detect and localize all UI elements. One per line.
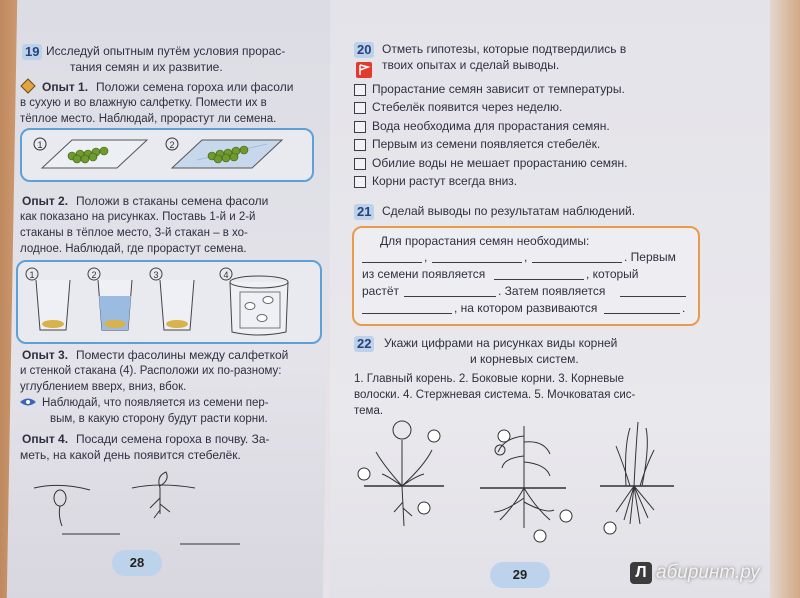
- hypothesis-checkbox-6[interactable]: [354, 176, 366, 188]
- blank-6[interactable]: [620, 296, 686, 297]
- exp1-line1: Положи семена гороха или фасоли: [96, 80, 294, 94]
- glasses-illustration: [18, 262, 320, 342]
- exp2-title: Опыт 2.: [22, 194, 69, 208]
- diamond-icon: [20, 78, 36, 94]
- labirint-logo: Л: [630, 562, 652, 584]
- exp1-title: Опыт 1.: [42, 80, 89, 94]
- task22-options-1: 1. Главный корень. 2. Боковые корни. 3. Корневые: [354, 373, 625, 385]
- conclusion-line4a: растёт: [362, 284, 400, 298]
- task22-line1: Укажи цифрами на рисунках виды корней: [384, 336, 618, 350]
- exp1-line3: тёплое место. Наблюдай, прорастут ли семена.: [20, 113, 277, 125]
- hypothesis-4: Первым из семени появляется стебелёк.: [372, 137, 601, 151]
- page-number-28: 28: [112, 550, 162, 576]
- conclusion-line1: Для прорастания семян необходимы:: [380, 234, 590, 248]
- exp1-label-2: 2: [169, 140, 175, 150]
- conclusion-comma-2: ,: [524, 250, 528, 264]
- blank-2[interactable]: [432, 262, 522, 263]
- dandelion-plant: [358, 421, 444, 526]
- glass-label-4: 4: [223, 270, 229, 280]
- exp3-line2: и стенкой стакана (4). Расположи их по-разному:: [20, 365, 282, 377]
- hypothesis-2: Стебелёк появится через неделю.: [372, 100, 563, 114]
- exp3-line3: углублением вверх, вниз, вбок.: [20, 381, 187, 393]
- conclusion-line5-end: .: [682, 301, 686, 315]
- glass-label-2: 2: [91, 270, 97, 280]
- sprouts-illustration: [20, 466, 300, 546]
- exp2-line4: лодное. Наблюдай, где прорастут семена.: [20, 243, 247, 255]
- task22-options-2: волоски. 4. Стержневая система. 5. Мочковатая сис-: [354, 389, 636, 401]
- exp4-title: Опыт 4.: [22, 432, 69, 446]
- hypothesis-checkbox-2[interactable]: [354, 102, 366, 114]
- task-number-22: 22: [354, 336, 374, 352]
- hypothesis-1: Прорастание семян зависит от температуры.: [372, 82, 625, 96]
- hypothesis-5: Обилие воды не мешает прорастанию семян.: [372, 156, 628, 170]
- grass-plant: [600, 422, 674, 534]
- exp3-line1: Помести фасолины между салфеткой: [76, 348, 289, 362]
- blank-3[interactable]: [532, 262, 622, 263]
- task-number-21: 21: [354, 204, 374, 220]
- blank-4[interactable]: [494, 279, 584, 280]
- conclusion-line2-end: . Первым: [624, 250, 676, 264]
- blank-5[interactable]: [404, 296, 496, 297]
- conclusion-line3a: из семени появляется: [362, 267, 486, 281]
- flag-icon: [356, 62, 372, 78]
- exp1-label-1: 1: [37, 140, 43, 150]
- exp2-line2: как показано на рисунках. Поставь 1-й и 2-й: [20, 211, 256, 223]
- conclusion-comma-1: ,: [424, 250, 428, 264]
- task20-line1: Отметь гипотезы, которые подтвердились в: [382, 42, 627, 56]
- task-number-20: 20: [354, 42, 374, 58]
- glass-label-3: 3: [153, 270, 159, 280]
- root-systems-illustration: [354, 416, 694, 556]
- task22-options-3: тема.: [354, 405, 384, 417]
- task21-line1: Сделай выводы по результатам наблюдений.: [382, 204, 636, 218]
- hypothesis-3: Вода необходима для прорастания семян.: [372, 119, 610, 133]
- eye-icon: [18, 396, 38, 408]
- task20-line2: твоих опытах и сделай выводы.: [382, 58, 560, 72]
- napkins-illustration: [22, 130, 312, 180]
- task-number-19: 19: [22, 44, 42, 60]
- hypothesis-6: Корни растут всегда вниз.: [372, 174, 518, 188]
- exp3-title: Опыт 3.: [22, 348, 69, 362]
- exp3-note1: Наблюдай, что появляется из семени пер-: [42, 397, 269, 409]
- blank-1[interactable]: [362, 262, 422, 263]
- task22-line2: и корневых систем.: [470, 352, 579, 366]
- exp1-line2: в сухую и во влажную салфетку. Помести их в: [20, 97, 267, 109]
- exp1-illustration-panel: [20, 128, 314, 182]
- task19-line1: Исследуй опытным путём условия прорас-: [46, 44, 286, 58]
- exp4-line1: Посади семена гороха в почву. За-: [76, 432, 270, 446]
- task19-line2: тания семян и их развитие.: [70, 60, 223, 74]
- exp2-line3: стаканы в тёплое место, 3-й стакан – в хо-: [20, 227, 248, 239]
- blank-7[interactable]: [362, 313, 452, 314]
- conclusion-line3b: , который: [586, 267, 639, 281]
- conclusion-line4b: . Затем появляется: [498, 284, 606, 298]
- hypothesis-checkbox-1[interactable]: [354, 84, 366, 96]
- page-number-29: 29: [490, 562, 550, 588]
- watermark-text: абиринт.ру: [656, 562, 760, 583]
- hypothesis-checkbox-5[interactable]: [354, 158, 366, 170]
- hypothesis-checkbox-3[interactable]: [354, 121, 366, 133]
- glass-label-1: 1: [29, 270, 35, 280]
- conclusion-line5: , на котором развиваются: [454, 301, 598, 315]
- exp3-note2: вым, в какую сторону будут расти корни.: [50, 413, 268, 425]
- exp2-line1: Положи в стаканы семена фасоли: [76, 194, 269, 208]
- exp2-glasses-panel: [16, 260, 322, 344]
- exp4-line2: меть, на какой день появится стебелёк.: [20, 448, 241, 462]
- tomato-plant: [480, 426, 572, 542]
- hypothesis-checkbox-4[interactable]: [354, 139, 366, 151]
- blank-8[interactable]: [604, 313, 680, 314]
